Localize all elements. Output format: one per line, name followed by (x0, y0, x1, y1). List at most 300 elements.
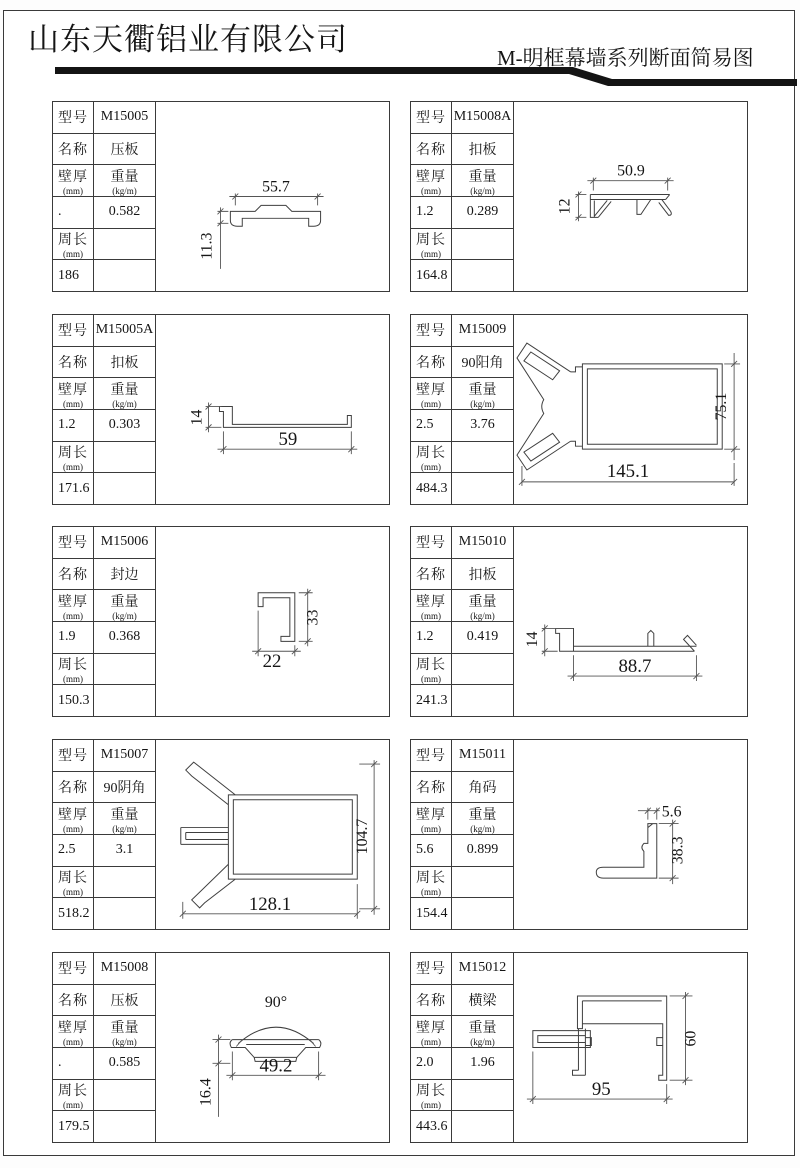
perimeter-label (411, 867, 452, 898)
name-value (94, 134, 155, 165)
empty-cell (94, 654, 155, 685)
spec-row (411, 1016, 513, 1048)
weight-label (452, 803, 513, 834)
perimeter-value (53, 473, 94, 504)
spec-row (411, 590, 513, 622)
spec-row (411, 197, 513, 229)
label-text: 重量 (110, 1020, 139, 1036)
label-text: 周长 (58, 446, 88, 462)
thickness-value (53, 1048, 94, 1079)
value-text: 0.303 (108, 417, 141, 433)
doc-title: M-明框幕墙系列断面简易图 (497, 46, 754, 70)
dim-height-label: 14 (523, 631, 541, 648)
unit-text: (mm) (421, 249, 441, 260)
empty-cell (452, 685, 513, 716)
empty-cell (94, 442, 155, 473)
label-text: 重量 (110, 594, 139, 610)
value-text: 压板 (110, 143, 139, 158)
weight-label (94, 165, 155, 196)
weight-value (94, 197, 155, 228)
name-label (411, 347, 452, 378)
spec-row (411, 347, 513, 379)
spec-table (53, 102, 156, 291)
name-value (452, 559, 513, 590)
model-label (53, 102, 94, 133)
profile-section-drawing (156, 740, 389, 929)
value-text: 压板 (110, 994, 139, 1009)
model-label (53, 953, 94, 984)
dim-width-label: 22 (262, 651, 282, 673)
dim-width-label: 50.9 (617, 162, 645, 180)
spec-row (53, 590, 155, 622)
model-value (94, 527, 155, 558)
label-text: 名称 (416, 568, 446, 583)
name-value (452, 772, 513, 803)
spec-row (53, 1016, 155, 1048)
perimeter-value (411, 260, 452, 291)
weight-label (452, 378, 513, 409)
unit-text: (mm) (63, 249, 83, 260)
unit-text: (mm) (63, 823, 83, 834)
spec-row (53, 315, 155, 347)
value-text: M15010 (458, 534, 507, 550)
dim-height-label: 16.4 (197, 1078, 215, 1106)
value-text: 3.76 (470, 417, 495, 433)
spec-table (411, 740, 514, 929)
value-text: 0.419 (466, 629, 499, 645)
profile-card (52, 526, 390, 717)
value-text: M15012 (458, 960, 507, 976)
spec-table (411, 102, 514, 291)
spec-row (411, 229, 513, 261)
weight-label (94, 378, 155, 409)
value-text: M15006 (100, 534, 149, 550)
spec-row (411, 622, 513, 654)
value-text: M15007 (100, 747, 149, 763)
dim-height-label: 60 (682, 1030, 700, 1047)
spec-row (411, 953, 513, 985)
value-text: M15008 (100, 960, 149, 976)
value-text: M15008A (453, 109, 512, 125)
weight-value (94, 1048, 155, 1079)
dimension-lines (252, 589, 312, 656)
value-text: 171.6 (58, 480, 90, 496)
spec-row (53, 378, 155, 410)
weight-label (452, 590, 513, 621)
drawing-area (156, 740, 389, 929)
profile-section-drawing (514, 740, 747, 929)
perimeter-label (411, 1080, 452, 1111)
label-text: 型号 (58, 111, 88, 127)
label-text: 型号 (416, 111, 446, 127)
unit-text: (mm) (421, 823, 441, 834)
spec-row (53, 134, 155, 166)
drawing-area (156, 953, 389, 1142)
label-text: 重量 (110, 382, 139, 398)
unit-text: (kg/m) (112, 398, 137, 409)
value-text: 1.2 (416, 204, 434, 220)
label-text: 重量 (110, 807, 139, 823)
spec-row (411, 740, 513, 772)
spec-row (53, 527, 155, 559)
profile-card (52, 101, 390, 292)
dim-width-label: 59 (278, 429, 298, 451)
label-text: 型号 (58, 324, 88, 340)
spec-table (53, 315, 156, 504)
label-text: 壁厚 (416, 169, 446, 185)
spec-row (53, 898, 155, 929)
value-text: 0.585 (108, 1055, 141, 1071)
thickness-label (53, 590, 94, 621)
perimeter-label (53, 1080, 94, 1111)
label-text: 周长 (416, 446, 446, 462)
thickness-value (53, 197, 94, 228)
spec-row (53, 229, 155, 261)
profile-card (52, 952, 390, 1143)
spec-row (53, 1080, 155, 1112)
label-text: 名称 (58, 356, 88, 371)
thickness-label (411, 378, 452, 409)
dim-height-label: 12 (556, 198, 574, 215)
profile-outline (219, 407, 351, 428)
value-text: 518.2 (58, 905, 90, 921)
name-value (94, 772, 155, 803)
label-text: 重量 (110, 169, 139, 185)
weight-label (452, 165, 513, 196)
label-text: 重量 (468, 1020, 497, 1036)
label-text: 名称 (416, 994, 446, 1009)
dim-height-label: 38.3 (669, 836, 687, 865)
value-text: 5.6 (416, 842, 434, 858)
empty-cell (94, 898, 155, 929)
spec-row (53, 953, 155, 985)
model-label (411, 102, 452, 133)
model-label (411, 315, 452, 346)
label-text: 壁厚 (58, 1020, 88, 1036)
spec-row (411, 803, 513, 835)
profile-section-drawing (156, 315, 389, 504)
empty-cell (452, 260, 513, 291)
profile-card (410, 101, 748, 292)
weight-value (94, 410, 155, 441)
model-value (452, 102, 513, 133)
label-text: 名称 (416, 356, 446, 371)
thickness-value (53, 410, 94, 441)
empty-cell (452, 229, 513, 260)
unit-text: (kg/m) (112, 610, 137, 621)
thickness-label (411, 1016, 452, 1047)
profile-section-drawing (514, 953, 747, 1142)
perimeter-label (53, 654, 94, 685)
unit-text: (mm) (421, 674, 441, 685)
dim-height-label: 104.7 (354, 818, 372, 855)
label-text: 重量 (468, 594, 497, 610)
weight-value (452, 835, 513, 866)
label-text: 壁厚 (416, 594, 446, 610)
model-value (452, 527, 513, 558)
spec-table (411, 315, 514, 504)
thickness-label (411, 803, 452, 834)
value-text: 角码 (468, 781, 497, 796)
value-text: M15011 (459, 747, 506, 763)
thickness-value (411, 197, 452, 228)
label-text: 周长 (416, 871, 446, 887)
label-text: 壁厚 (58, 594, 88, 610)
unit-text: (mm) (63, 887, 83, 898)
label-text: 重量 (468, 382, 497, 398)
label-text: 型号 (416, 536, 446, 552)
model-value (452, 953, 513, 984)
empty-cell (94, 229, 155, 260)
perimeter-label (53, 442, 94, 473)
profile-card (410, 952, 748, 1143)
spec-row (53, 740, 155, 772)
empty-cell (452, 654, 513, 685)
model-value (94, 315, 155, 346)
model-value (452, 315, 513, 346)
unit-text: (kg/m) (112, 185, 137, 196)
unit-text: (mm) (63, 1036, 83, 1047)
label-text: 壁厚 (416, 382, 446, 398)
value-text: 90阳角 (461, 356, 504, 371)
model-value (94, 740, 155, 771)
unit-text: (mm) (421, 1100, 441, 1111)
company-name: 山东天衢铝业有限公司 (28, 22, 348, 57)
value-text: M15005 (100, 109, 149, 125)
value-text: 150.3 (58, 692, 90, 708)
label-text: 型号 (416, 962, 446, 978)
spec-row (53, 442, 155, 474)
spec-row (411, 527, 513, 559)
perimeter-label (411, 654, 452, 685)
spec-row (53, 685, 155, 716)
value-text: 扣板 (468, 568, 497, 583)
dim-width-label: 5.6 (661, 803, 682, 821)
empty-cell (452, 1111, 513, 1142)
spec-row (53, 622, 155, 654)
profile-outline (556, 628, 697, 651)
value-text: . (58, 204, 62, 220)
label-text: 名称 (58, 994, 88, 1009)
spec-row (53, 260, 155, 291)
thickness-label (411, 165, 452, 196)
name-label (411, 772, 452, 803)
value-text: 0.899 (466, 842, 499, 858)
perimeter-value (53, 685, 94, 716)
perimeter-value (411, 898, 452, 929)
perimeter-value (411, 685, 452, 716)
label-text: 名称 (416, 143, 446, 158)
dim-width-label: 55.7 (262, 178, 290, 196)
name-label (411, 134, 452, 165)
spec-row (411, 685, 513, 716)
spec-row (411, 559, 513, 591)
profile-outline (181, 762, 357, 908)
spec-row (411, 378, 513, 410)
value-text: 0.289 (466, 204, 499, 220)
value-text: M15005A (95, 322, 154, 338)
profile-card (410, 314, 748, 505)
label-text: 名称 (58, 781, 88, 796)
spec-row (53, 559, 155, 591)
dim-height-label: 33 (304, 609, 322, 626)
spec-row (411, 898, 513, 929)
profile-outline (590, 195, 671, 218)
spec-row (411, 134, 513, 166)
value-text: . (58, 1055, 62, 1071)
spec-row (411, 260, 513, 291)
profile-section-drawing (514, 102, 747, 291)
value-text: 封边 (110, 568, 139, 583)
model-value (452, 740, 513, 771)
name-label (53, 559, 94, 590)
unit-text: (mm) (421, 462, 441, 473)
spec-row (53, 803, 155, 835)
empty-cell (94, 867, 155, 898)
label-text: 名称 (416, 781, 446, 796)
profile-outline (517, 343, 722, 470)
empty-cell (452, 442, 513, 473)
unit-text: (mm) (63, 610, 83, 621)
empty-cell (452, 867, 513, 898)
spec-table (53, 527, 156, 716)
label-text: 周长 (58, 871, 88, 887)
thickness-value (411, 1048, 452, 1079)
name-label (53, 347, 94, 378)
spec-row (411, 102, 513, 134)
empty-cell (94, 260, 155, 291)
dim-width-label: 145.1 (606, 460, 650, 482)
value-text: 241.3 (416, 692, 448, 708)
dim-width-label: 128.1 (248, 893, 292, 915)
weight-value (94, 835, 155, 866)
name-label (53, 985, 94, 1016)
profile-outline (230, 205, 320, 226)
perimeter-label (53, 867, 94, 898)
perimeter-value (53, 260, 94, 291)
spec-row (53, 347, 155, 379)
weight-label (452, 1016, 513, 1047)
spec-row (411, 835, 513, 867)
value-text: 2.5 (58, 842, 76, 858)
value-text: 443.6 (416, 1118, 448, 1134)
profile-card (52, 314, 390, 505)
label-text: 壁厚 (416, 807, 446, 823)
spec-row (53, 197, 155, 229)
thickness-value (411, 410, 452, 441)
name-value (94, 985, 155, 1016)
model-label (53, 315, 94, 346)
weight-label (94, 803, 155, 834)
value-text: 1.2 (416, 629, 434, 645)
label-text: 周长 (416, 233, 446, 249)
label-text: 周长 (58, 1084, 88, 1100)
unit-text: (kg/m) (470, 185, 495, 196)
empty-cell (452, 898, 513, 929)
unit-text: (mm) (63, 185, 83, 196)
thickness-label (53, 1016, 94, 1047)
spec-row (411, 985, 513, 1017)
spec-table (53, 953, 156, 1142)
profile-card (52, 739, 390, 930)
value-text: 1.2 (58, 417, 76, 433)
label-text: 重量 (468, 169, 497, 185)
perimeter-value (53, 1111, 94, 1142)
dim-angle-label: 90° (264, 993, 288, 1011)
unit-text: (kg/m) (112, 823, 137, 834)
name-label (53, 134, 94, 165)
unit-text: (mm) (421, 887, 441, 898)
drawing-area (514, 102, 747, 291)
spec-row (53, 772, 155, 804)
profile-outline (596, 824, 656, 879)
label-text: 壁厚 (58, 807, 88, 823)
unit-text: (kg/m) (112, 1036, 137, 1047)
model-value (94, 102, 155, 133)
spec-row (53, 165, 155, 197)
empty-cell (452, 1080, 513, 1111)
unit-text: (kg/m) (470, 823, 495, 834)
value-text: 186 (58, 267, 79, 283)
value-text: 横梁 (468, 994, 497, 1009)
model-label (53, 527, 94, 558)
empty-cell (94, 473, 155, 504)
drawing-area (514, 953, 747, 1142)
value-text: M15009 (458, 322, 507, 338)
perimeter-value (411, 1111, 452, 1142)
weight-value (452, 197, 513, 228)
thickness-value (411, 835, 452, 866)
perimeter-value (53, 898, 94, 929)
profile-outline (258, 593, 295, 642)
label-text: 壁厚 (58, 382, 88, 398)
name-value (452, 985, 513, 1016)
model-value (94, 953, 155, 984)
label-text: 型号 (58, 749, 88, 765)
label-text: 重量 (468, 807, 497, 823)
thickness-label (53, 803, 94, 834)
value-text: 扣板 (468, 143, 497, 158)
label-text: 周长 (416, 1084, 446, 1100)
value-text: 扣板 (110, 356, 139, 371)
value-text: 179.5 (58, 1118, 90, 1134)
unit-text: (mm) (421, 185, 441, 196)
header-rule (0, 61, 800, 93)
model-label (411, 527, 452, 558)
perimeter-label (411, 229, 452, 260)
spec-row (411, 1080, 513, 1112)
dim-width-label: 49.2 (259, 1055, 293, 1077)
spec-row (53, 985, 155, 1017)
label-text: 名称 (58, 568, 88, 583)
unit-text: (mm) (63, 398, 83, 409)
empty-cell (94, 1080, 155, 1111)
weight-value (452, 622, 513, 653)
empty-cell (94, 685, 155, 716)
unit-text: (mm) (63, 1100, 83, 1111)
name-value (452, 347, 513, 378)
weight-value (452, 1048, 513, 1079)
spec-row (411, 442, 513, 474)
model-label (411, 740, 452, 771)
dimension-lines (217, 194, 323, 269)
value-text: 1.9 (58, 629, 76, 645)
spec-row (53, 102, 155, 134)
dim-width-label: 88.7 (618, 656, 652, 678)
empty-cell (452, 473, 513, 504)
value-text: 3.1 (115, 842, 134, 858)
perimeter-value (411, 473, 452, 504)
